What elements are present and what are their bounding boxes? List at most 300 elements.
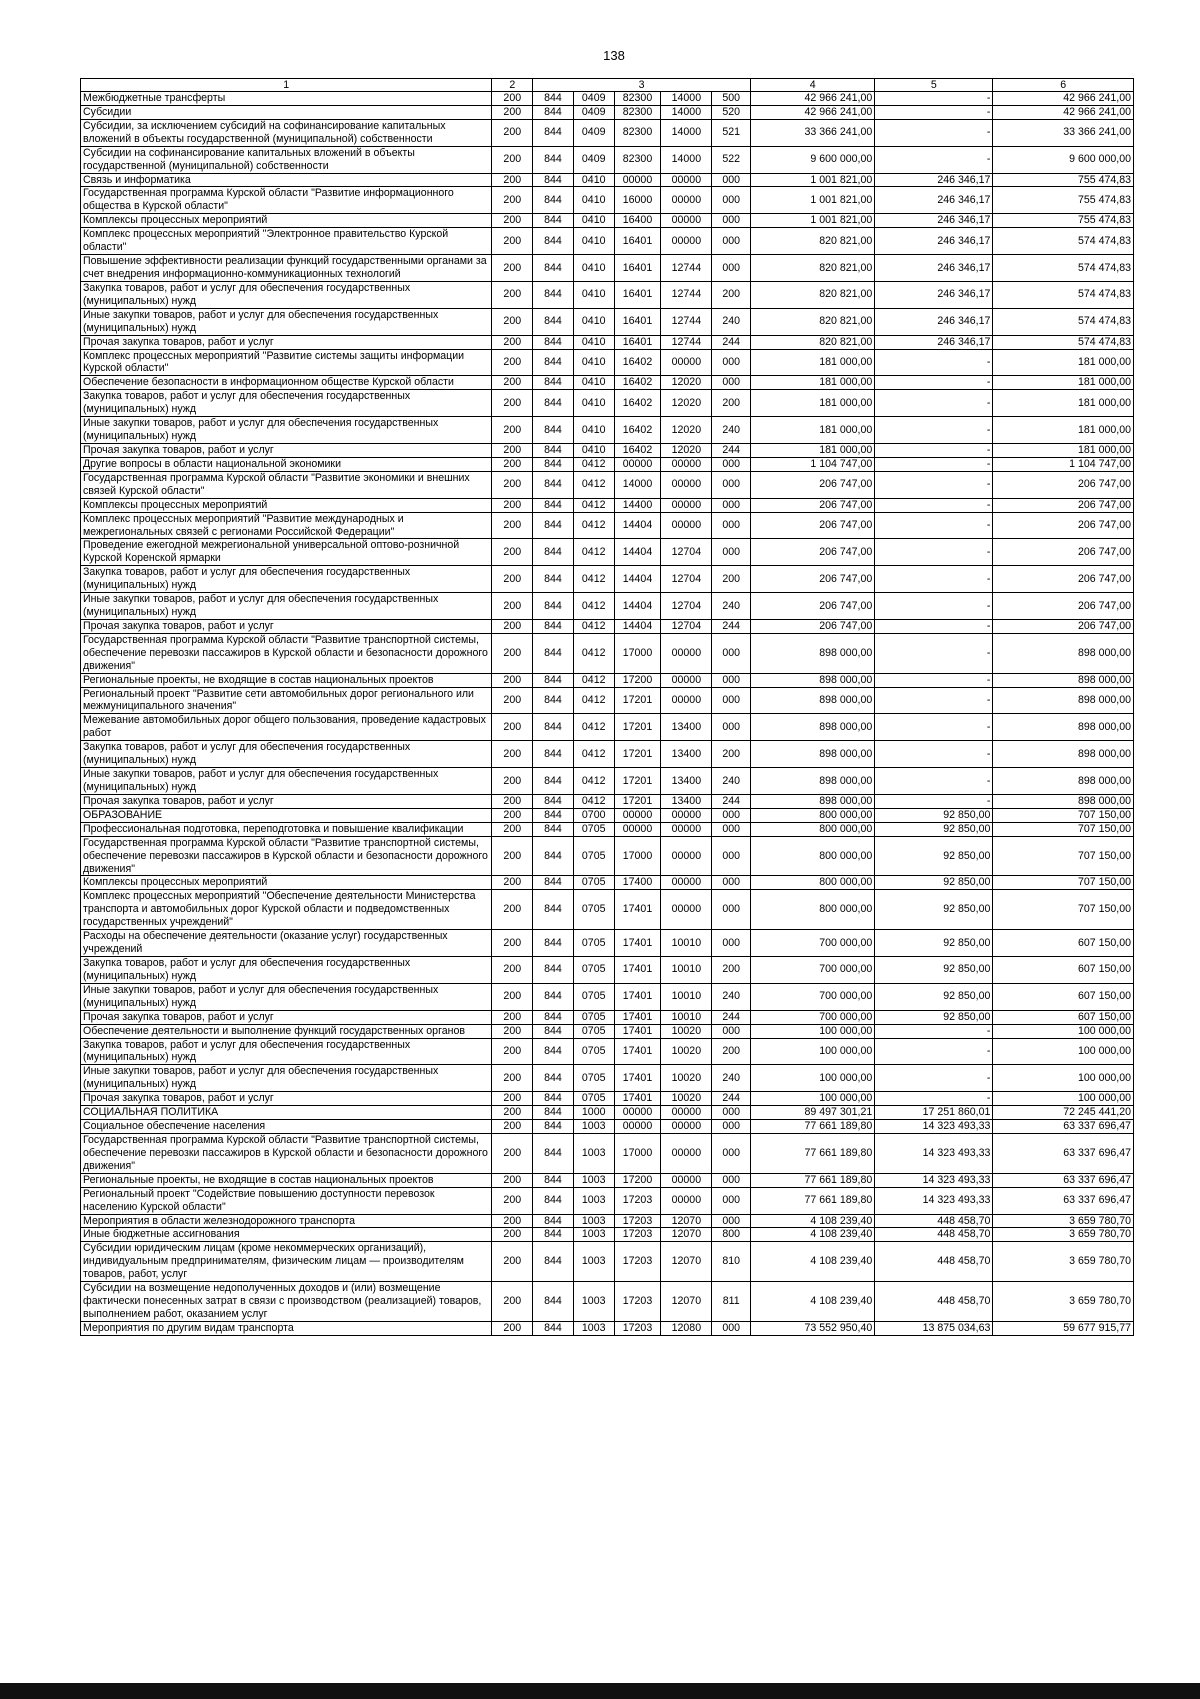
cell-value-6: 607 150,00 (993, 983, 1134, 1010)
cell-value-4: 100 000,00 (751, 1024, 875, 1038)
cell-code-5: 13400 (661, 768, 712, 795)
cell-code-1: 200 (492, 1038, 533, 1065)
cell-value-5: - (875, 390, 993, 417)
cell-row-name: Комплексы процессных мероприятий (81, 876, 492, 890)
cell-row-name: Закупка товаров, работ и услуг для обеспечения государственных (муниципальных) нужд (81, 1038, 492, 1065)
header-col-2: 2 (492, 79, 533, 92)
cell-code-3: 0412 (573, 498, 614, 512)
table-row (81, 1228, 1134, 1242)
table-row (81, 930, 1134, 957)
cell-row-name: Прочая закупка товаров, работ и услуг (81, 619, 492, 633)
cell-value-4: 1 104 747,00 (751, 457, 875, 471)
table-row (81, 808, 1134, 822)
cell-code-5: 12020 (661, 390, 712, 417)
cell-code-2: 844 (533, 1092, 574, 1106)
cell-value-5: 448 458,70 (875, 1214, 993, 1228)
cell-code-3: 0705 (573, 1065, 614, 1092)
cell-code-2: 844 (533, 808, 574, 822)
cell-code-3: 0410 (573, 214, 614, 228)
cell-value-5: 448 458,70 (875, 1228, 993, 1242)
cell-value-5: 246 346,17 (875, 173, 993, 187)
cell-code-2: 844 (533, 593, 574, 620)
cell-value-4: 181 000,00 (751, 349, 875, 376)
cell-value-5: - (875, 741, 993, 768)
cell-code-4: 14000 (614, 471, 661, 498)
cell-code-3: 1003 (573, 1282, 614, 1322)
cell-code-4: 17203 (614, 1228, 661, 1242)
cell-value-6: 9 600 000,00 (993, 146, 1134, 173)
cell-code-6: 000 (712, 471, 751, 498)
cell-row-name: Субсидии юридическим лицам (кроме некоммерческих организаций), индивидуальным предпринимателям, физическим лицам — производителям товаров, работ, услуг (81, 1242, 492, 1282)
cell-code-2: 844 (533, 457, 574, 471)
cell-row-name: Прочая закупка товаров, работ и услуг (81, 443, 492, 457)
cell-code-2: 844 (533, 92, 574, 106)
cell-row-name: Мероприятия в области железнодорожного транспорта (81, 1214, 492, 1228)
cell-value-4: 820 821,00 (751, 255, 875, 282)
cell-code-1: 200 (492, 633, 533, 673)
cell-row-name: ОБРАЗОВАНИЕ (81, 808, 492, 822)
cell-value-4: 700 000,00 (751, 930, 875, 957)
cell-row-name: Субсидии, за исключением субсидий на софинансирование капитальных вложений в объекты государственной (муниципальной) собственности (81, 119, 492, 146)
cell-code-2: 844 (533, 741, 574, 768)
table-row (81, 1038, 1134, 1065)
cell-code-1: 200 (492, 687, 533, 714)
cell-value-4: 181 000,00 (751, 390, 875, 417)
cell-code-1: 200 (492, 390, 533, 417)
cell-value-6: 3 659 780,70 (993, 1214, 1134, 1228)
cell-code-4: 17401 (614, 1024, 661, 1038)
cell-code-5: 12704 (661, 593, 712, 620)
cell-value-4: 42 966 241,00 (751, 105, 875, 119)
table-row (81, 173, 1134, 187)
cell-code-6: 000 (712, 1321, 751, 1335)
table-row (81, 1010, 1134, 1024)
cell-value-6: 63 337 696,47 (993, 1173, 1134, 1187)
table-row (81, 593, 1134, 620)
cell-code-4: 17401 (614, 1065, 661, 1092)
table-row (81, 1242, 1134, 1282)
cell-code-5: 10010 (661, 957, 712, 984)
cell-value-6: 100 000,00 (993, 1024, 1134, 1038)
cell-code-6: 240 (712, 768, 751, 795)
cell-code-5: 10010 (661, 983, 712, 1010)
cell-row-name: Субсидии на софинансирование капитальных вложений в объекты государственной (муниципальной) собственности (81, 146, 492, 173)
cell-code-2: 844 (533, 1024, 574, 1038)
cell-value-5: - (875, 471, 993, 498)
cell-code-4: 17203 (614, 1214, 661, 1228)
cell-code-1: 200 (492, 457, 533, 471)
cell-code-5: 00000 (661, 1106, 712, 1120)
cell-code-5: 00000 (661, 1173, 712, 1187)
cell-code-2: 844 (533, 187, 574, 214)
cell-value-4: 9 600 000,00 (751, 146, 875, 173)
cell-code-6: 000 (712, 1133, 751, 1173)
cell-code-4: 00000 (614, 808, 661, 822)
cell-value-5: - (875, 1024, 993, 1038)
cell-code-2: 844 (533, 1173, 574, 1187)
cell-value-4: 206 747,00 (751, 619, 875, 633)
cell-value-6: 607 150,00 (993, 1010, 1134, 1024)
table-row (81, 105, 1134, 119)
cell-value-5: 14 323 493,33 (875, 1187, 993, 1214)
cell-code-2: 844 (533, 836, 574, 876)
cell-value-6: 181 000,00 (993, 349, 1134, 376)
cell-code-2: 844 (533, 146, 574, 173)
cell-code-3: 0410 (573, 335, 614, 349)
cell-code-6: 800 (712, 1228, 751, 1242)
cell-code-1: 200 (492, 335, 533, 349)
cell-code-4: 17401 (614, 957, 661, 984)
cell-code-2: 844 (533, 255, 574, 282)
cell-code-2: 844 (533, 957, 574, 984)
cell-code-1: 200 (492, 714, 533, 741)
table-row (81, 687, 1134, 714)
cell-value-5: - (875, 498, 993, 512)
cell-code-2: 844 (533, 417, 574, 444)
cell-value-5: - (875, 593, 993, 620)
cell-code-3: 1003 (573, 1214, 614, 1228)
cell-row-name: Социальное обеспечение населения (81, 1120, 492, 1134)
cell-code-1: 200 (492, 930, 533, 957)
table-row (81, 187, 1134, 214)
cell-code-3: 0412 (573, 714, 614, 741)
cell-code-1: 200 (492, 187, 533, 214)
cell-value-5: - (875, 457, 993, 471)
cell-code-2: 844 (533, 1038, 574, 1065)
cell-code-5: 00000 (661, 633, 712, 673)
cell-code-3: 0410 (573, 390, 614, 417)
cell-value-5: 246 346,17 (875, 187, 993, 214)
cell-code-3: 0410 (573, 417, 614, 444)
table-row (81, 768, 1134, 795)
cell-value-6: 898 000,00 (993, 714, 1134, 741)
cell-code-5: 12020 (661, 443, 712, 457)
cell-code-3: 0412 (573, 619, 614, 633)
cell-code-4: 17201 (614, 714, 661, 741)
cell-value-5: - (875, 119, 993, 146)
cell-code-6: 000 (712, 714, 751, 741)
cell-code-4: 17400 (614, 876, 661, 890)
header-col-3: 3 (533, 79, 751, 92)
cell-code-2: 844 (533, 714, 574, 741)
cell-value-6: 898 000,00 (993, 673, 1134, 687)
cell-code-2: 844 (533, 498, 574, 512)
cell-value-6: 707 150,00 (993, 836, 1134, 876)
cell-code-4: 16000 (614, 187, 661, 214)
cell-code-2: 844 (533, 1065, 574, 1092)
cell-code-4: 16401 (614, 255, 661, 282)
cell-code-6: 522 (712, 146, 751, 173)
cell-code-6: 000 (712, 228, 751, 255)
cell-value-4: 820 821,00 (751, 281, 875, 308)
cell-value-4: 4 108 239,40 (751, 1214, 875, 1228)
header-row (81, 79, 1134, 92)
cell-code-3: 0705 (573, 1010, 614, 1024)
cell-value-4: 206 747,00 (751, 593, 875, 620)
cell-value-6: 206 747,00 (993, 593, 1134, 620)
cell-code-2: 844 (533, 471, 574, 498)
cell-code-1: 200 (492, 566, 533, 593)
cell-code-6: 200 (712, 281, 751, 308)
cell-code-3: 0410 (573, 255, 614, 282)
cell-code-5: 12744 (661, 335, 712, 349)
cell-code-6: 000 (712, 214, 751, 228)
cell-row-name: СОЦИАЛЬНАЯ ПОЛИТИКА (81, 1106, 492, 1120)
cell-row-name: Государственная программа Курской области "Развитие транспортной системы, обеспечение перевозки пассажиров в Курской области и безопасности дорожного движения" (81, 1133, 492, 1173)
cell-row-name: Межевание автомобильных дорог общего пользования, проведение кадастровых работ (81, 714, 492, 741)
cell-value-5: 92 850,00 (875, 930, 993, 957)
cell-code-2: 844 (533, 930, 574, 957)
cell-code-2: 844 (533, 633, 574, 673)
cell-code-6: 000 (712, 822, 751, 836)
cell-code-5: 10010 (661, 930, 712, 957)
cell-code-3: 0705 (573, 890, 614, 930)
cell-code-2: 844 (533, 390, 574, 417)
cell-code-3: 1003 (573, 1242, 614, 1282)
cell-code-1: 200 (492, 1092, 533, 1106)
cell-value-6: 898 000,00 (993, 633, 1134, 673)
cell-value-5: - (875, 768, 993, 795)
cell-code-5: 12070 (661, 1282, 712, 1322)
cell-value-5: 246 346,17 (875, 228, 993, 255)
cell-code-3: 0412 (573, 741, 614, 768)
cell-value-4: 73 552 950,40 (751, 1321, 875, 1335)
cell-code-3: 1003 (573, 1133, 614, 1173)
table-row (81, 498, 1134, 512)
cell-code-5: 10020 (661, 1092, 712, 1106)
cell-row-name: Другие вопросы в области национальной экономики (81, 457, 492, 471)
cell-code-1: 200 (492, 512, 533, 539)
cell-code-4: 17201 (614, 768, 661, 795)
cell-code-3: 0412 (573, 673, 614, 687)
budget-table (80, 78, 1134, 1336)
cell-value-4: 800 000,00 (751, 836, 875, 876)
cell-row-name: Государственная программа Курской области "Развитие информационного общества в Курской области" (81, 187, 492, 214)
cell-code-5: 12020 (661, 376, 712, 390)
cell-row-name: Комплекс процессных мероприятий "Обеспечение деятельности Министерства транспорта и автомобильных дорог Курской области и подведомственных государственных учреждений" (81, 890, 492, 930)
cell-code-5: 00000 (661, 808, 712, 822)
cell-code-5: 00000 (661, 457, 712, 471)
cell-code-2: 844 (533, 1228, 574, 1242)
cell-value-5: 92 850,00 (875, 836, 993, 876)
cell-code-6: 000 (712, 255, 751, 282)
table-row (81, 673, 1134, 687)
cell-code-1: 200 (492, 673, 533, 687)
cell-code-5: 00000 (661, 1133, 712, 1173)
cell-value-4: 700 000,00 (751, 1010, 875, 1024)
cell-row-name: Государственная программа Курской области "Развитие транспортной системы, обеспечение перевозки пассажиров в Курской области и безопасности дорожного движения" (81, 836, 492, 876)
cell-code-2: 844 (533, 1214, 574, 1228)
table-row (81, 1214, 1134, 1228)
cell-code-6: 200 (712, 741, 751, 768)
cell-value-4: 898 000,00 (751, 714, 875, 741)
cell-code-3: 0705 (573, 957, 614, 984)
cell-row-name: Связь и информатика (81, 173, 492, 187)
table-row (81, 471, 1134, 498)
cell-code-1: 200 (492, 741, 533, 768)
cell-code-2: 844 (533, 983, 574, 1010)
cell-row-name: Расходы на обеспечение деятельности (оказание услуг) государственных учреждений (81, 930, 492, 957)
cell-code-4: 14404 (614, 593, 661, 620)
cell-code-5: 12744 (661, 308, 712, 335)
cell-code-3: 0412 (573, 471, 614, 498)
cell-row-name: Комплекс процессных мероприятий "Электронное правительство Курской области" (81, 228, 492, 255)
cell-code-6: 200 (712, 1038, 751, 1065)
table-row (81, 983, 1134, 1010)
cell-value-5: 92 850,00 (875, 808, 993, 822)
table-row (81, 349, 1134, 376)
cell-code-4: 17203 (614, 1187, 661, 1214)
cell-row-name: Государственная программа Курской области "Развитие экономики и внешних связей Курской области" (81, 471, 492, 498)
cell-code-2: 844 (533, 308, 574, 335)
cell-code-6: 244 (712, 443, 751, 457)
cell-code-4: 17401 (614, 890, 661, 930)
cell-value-6: 898 000,00 (993, 768, 1134, 795)
cell-code-3: 0412 (573, 566, 614, 593)
cell-code-5: 00000 (661, 673, 712, 687)
cell-value-6: 574 474,83 (993, 335, 1134, 349)
cell-value-6: 206 747,00 (993, 512, 1134, 539)
cell-code-1: 200 (492, 349, 533, 376)
cell-value-6: 206 747,00 (993, 471, 1134, 498)
table-row (81, 1106, 1134, 1120)
cell-code-4: 17203 (614, 1242, 661, 1282)
cell-code-2: 844 (533, 1321, 574, 1335)
table-row (81, 1120, 1134, 1134)
page-number: 138 (603, 48, 625, 63)
cell-value-6: 1 104 747,00 (993, 457, 1134, 471)
cell-value-4: 898 000,00 (751, 794, 875, 808)
cell-row-name: Межбюджетные трансферты (81, 92, 492, 106)
cell-code-2: 844 (533, 281, 574, 308)
cell-code-6: 000 (712, 512, 751, 539)
cell-value-4: 820 821,00 (751, 308, 875, 335)
cell-code-3: 1003 (573, 1120, 614, 1134)
cell-code-1: 200 (492, 281, 533, 308)
cell-code-3: 0700 (573, 808, 614, 822)
cell-code-1: 200 (492, 1024, 533, 1038)
cell-row-name: Обеспечение безопасности в информационном обществе Курской области (81, 376, 492, 390)
cell-code-3: 1003 (573, 1173, 614, 1187)
cell-code-4: 17203 (614, 1321, 661, 1335)
cell-value-6: 100 000,00 (993, 1092, 1134, 1106)
cell-value-6: 607 150,00 (993, 957, 1134, 984)
cell-code-2: 844 (533, 228, 574, 255)
cell-code-1: 200 (492, 876, 533, 890)
cell-code-5: 00000 (661, 512, 712, 539)
cell-code-2: 844 (533, 1106, 574, 1120)
cell-code-1: 200 (492, 119, 533, 146)
cell-value-5: - (875, 566, 993, 593)
header-col-1: 1 (81, 79, 492, 92)
cell-value-5: - (875, 92, 993, 106)
cell-code-1: 200 (492, 794, 533, 808)
cell-value-5: 92 850,00 (875, 1010, 993, 1024)
scan-bottom-edge (0, 1683, 1200, 1699)
cell-value-5: 92 850,00 (875, 890, 993, 930)
cell-code-6: 000 (712, 376, 751, 390)
cell-code-1: 200 (492, 539, 533, 566)
cell-value-4: 77 661 189,80 (751, 1187, 875, 1214)
cell-code-4: 17201 (614, 741, 661, 768)
cell-row-name: Профессиональная подготовка, переподготовка и повышение квалификации (81, 822, 492, 836)
cell-value-6: 59 677 915,77 (993, 1321, 1134, 1335)
cell-row-name: Иные закупки товаров, работ и услуг для обеспечения государственных (муниципальных) нужд (81, 1065, 492, 1092)
cell-code-6: 000 (712, 457, 751, 471)
cell-value-4: 77 661 189,80 (751, 1133, 875, 1173)
cell-row-name: Иные закупки товаров, работ и услуг для обеспечения государственных (муниципальных) нужд (81, 593, 492, 620)
cell-value-6: 755 474,83 (993, 187, 1134, 214)
cell-code-6: 810 (712, 1242, 751, 1282)
cell-value-5: 14 323 493,33 (875, 1173, 993, 1187)
cell-code-6: 811 (712, 1282, 751, 1322)
cell-code-5: 14000 (661, 119, 712, 146)
cell-code-2: 844 (533, 1187, 574, 1214)
cell-code-6: 520 (712, 105, 751, 119)
cell-code-4: 16402 (614, 443, 661, 457)
cell-row-name: Региональные проекты, не входящие в состав национальных проектов (81, 673, 492, 687)
cell-code-3: 0412 (573, 512, 614, 539)
cell-value-5: - (875, 376, 993, 390)
cell-code-1: 200 (492, 808, 533, 822)
cell-code-4: 17000 (614, 633, 661, 673)
cell-value-4: 181 000,00 (751, 417, 875, 444)
cell-code-2: 844 (533, 376, 574, 390)
cell-code-5: 00000 (661, 876, 712, 890)
table-body (81, 92, 1134, 1336)
cell-value-5: - (875, 714, 993, 741)
cell-code-3: 0705 (573, 836, 614, 876)
cell-value-5: - (875, 1065, 993, 1092)
cell-code-4: 14404 (614, 512, 661, 539)
cell-code-5: 14000 (661, 146, 712, 173)
cell-code-5: 00000 (661, 1187, 712, 1214)
cell-row-name: Прочая закупка товаров, работ и услуг (81, 794, 492, 808)
cell-value-4: 1 001 821,00 (751, 173, 875, 187)
cell-code-2: 844 (533, 687, 574, 714)
cell-value-6: 707 150,00 (993, 876, 1134, 890)
cell-code-4: 17000 (614, 836, 661, 876)
cell-code-5: 00000 (661, 822, 712, 836)
cell-code-1: 200 (492, 1228, 533, 1242)
cell-code-2: 844 (533, 566, 574, 593)
cell-value-4: 700 000,00 (751, 957, 875, 984)
cell-value-6: 206 747,00 (993, 566, 1134, 593)
cell-value-4: 42 966 241,00 (751, 92, 875, 106)
cell-code-6: 000 (712, 890, 751, 930)
cell-code-5: 12744 (661, 255, 712, 282)
cell-code-4: 82300 (614, 92, 661, 106)
cell-value-5: - (875, 1092, 993, 1106)
cell-code-6: 244 (712, 335, 751, 349)
cell-code-5: 10020 (661, 1038, 712, 1065)
cell-code-1: 200 (492, 593, 533, 620)
cell-code-5: 00000 (661, 349, 712, 376)
cell-value-4: 33 366 241,00 (751, 119, 875, 146)
table-row (81, 1187, 1134, 1214)
cell-value-4: 4 108 239,40 (751, 1282, 875, 1322)
cell-value-5: 13 875 034,63 (875, 1321, 993, 1335)
cell-code-2: 844 (533, 335, 574, 349)
cell-value-4: 820 821,00 (751, 228, 875, 255)
cell-code-6: 200 (712, 390, 751, 417)
cell-code-4: 14404 (614, 566, 661, 593)
cell-row-name: Комплекс процессных мероприятий "Развитие системы защиты информации Курской области" (81, 349, 492, 376)
cell-value-6: 100 000,00 (993, 1038, 1134, 1065)
cell-value-5: 246 346,17 (875, 281, 993, 308)
cell-code-2: 844 (533, 822, 574, 836)
cell-code-3: 0705 (573, 876, 614, 890)
